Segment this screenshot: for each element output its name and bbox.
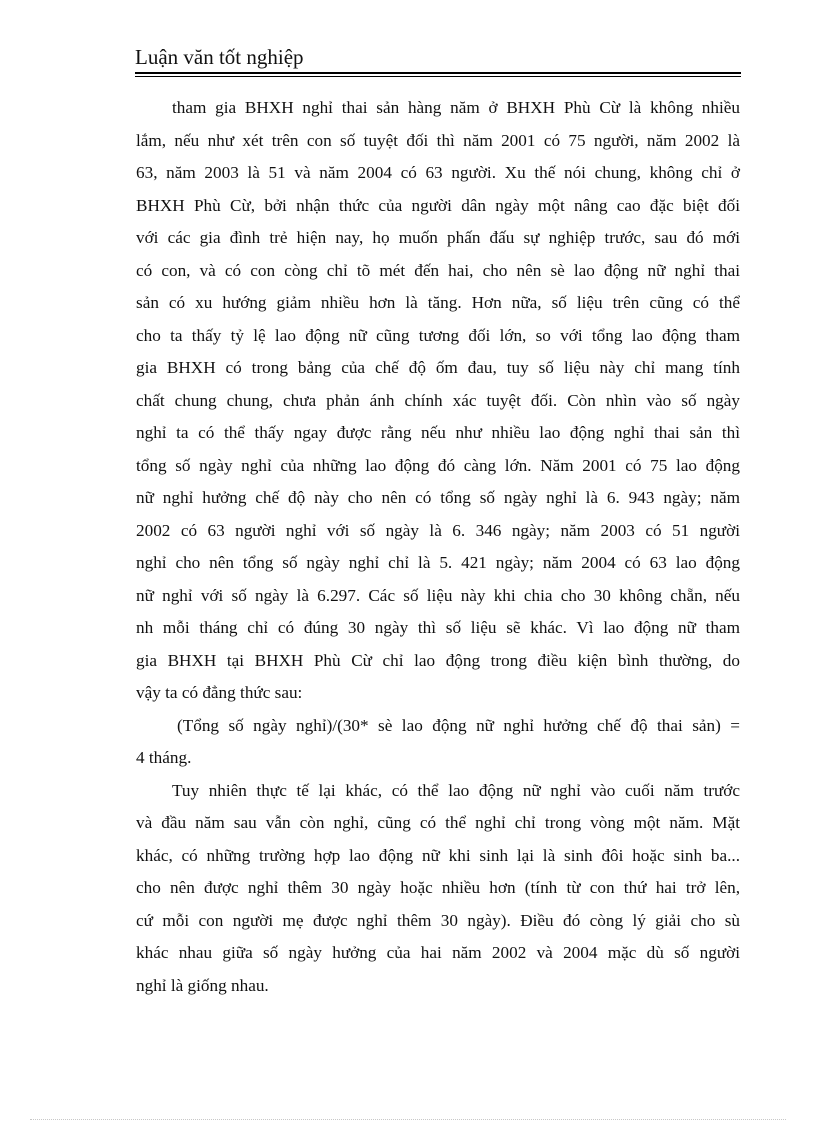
text-line: Tuy nhiên thực tế lại khác, có thể lao động nữ nghỉ vào cuối năm trước	[172, 780, 740, 800]
text-line: gia BHXH tại BHXH Phù Cừ chỉ lao động trong điều kiện bình thường, do	[136, 650, 740, 670]
text-line: lắm, nếu như xét trên con số tuyệt đối thì năm 2001 có 75 người, năm 2002 là	[136, 130, 740, 150]
text-line: nh mỗi tháng chỉ có đúng 30 ngày thì số liệu sẽ khác. Vì lao động nữ tham	[136, 618, 740, 637]
text-line: cho ta thấy tỷ lệ lao động nữ cũng tương đối lớn, so với tổng lao động tham	[136, 325, 740, 345]
text-line: nghỉ là giống nhau.	[136, 975, 269, 995]
text-line: tổng số ngày nghỉ của những lao động đó càng lớn. Năm 2001 có 75 lao động	[136, 455, 740, 475]
text-line: chất chung chung, chưa phản ánh chính xác tuyệt đối. Còn nhìn vào số ngày	[136, 390, 740, 410]
text-line: khác nhau giữa số ngày hưởng của hai năm 2002 và 2004 mặc dù số người	[136, 943, 740, 962]
text-line: cứ mỗi con người mẹ được nghỉ thêm 30 ngày). Điều đó còng lý giải cho sù	[136, 910, 740, 930]
text-line: khác, có những trường hợp lao động nữ khi sinh lại là sinh đôi hoặc sinh ba...	[136, 845, 740, 865]
text-line: nghỉ cho nên tổng số ngày nghỉ chỉ là 5. 421 ngày; năm 2004 có 63 lao động	[136, 553, 740, 572]
text-line: và đầu năm sau vẫn còn nghỉ, cũng có thể nghỉ chỉ trong vòng một năm. Mặt	[136, 813, 740, 832]
text-line: 63, năm 2003 là 51 và năm 2004 có 63 người. Xu thế nói chung, không chỉ ở	[136, 163, 740, 182]
text-line: với các gia đình trẻ hiện nay, họ muốn phấn đấu sự nghiệp trước, sau đó mới	[136, 228, 740, 247]
text-line: sản có xu hướng giảm nhiều hơn là tăng. Hơn nữa, số liệu trên cũng có thể	[136, 293, 740, 312]
text-line: cho nên được nghỉ thêm 30 ngày hoặc nhiều hơn (tính từ con thứ hai trở lên,	[136, 878, 740, 897]
text-line: có con, và có con còng chỉ tõ mét đến hai, cho nên sè lao động nữ nghỉ thai	[136, 260, 740, 280]
text-line: vậy ta có đẳng thức sau:	[136, 683, 303, 702]
page-header-title: Luận văn tốt nghiệp	[135, 45, 304, 69]
text-line: nữ nghỉ với số ngày là 6.297. Các số liệu này khi chia cho 30 không chẵn, nếu	[136, 585, 740, 605]
header-rule-thick	[135, 72, 741, 74]
footer-dotted-rule	[30, 1119, 786, 1120]
body-text	[136, 92, 740, 1002]
text-line: nữ nghỉ hưởng chế độ này cho nên có tổng số ngày nghỉ là 6. 943 ngày; năm	[136, 488, 740, 507]
text-line: nghỉ ta có thể thấy ngay được rằng nếu như nhiều lao động nghỉ thai sản thì	[136, 423, 740, 442]
text-line: 2002 có 63 người nghỉ với số ngày là 6. 346 ngày; năm 2003 có 51 người	[136, 520, 740, 540]
text-line: tham gia BHXH nghỉ thai sản hàng năm ở BHXH Phù Cừ là không nhiều	[172, 98, 740, 117]
header-rule-thin	[135, 76, 741, 77]
text-line: BHXH Phù Cừ, bởi nhận thức của người dân ngày một nâng cao đặc biệt đối	[136, 195, 740, 215]
text-line: 4 tháng.	[136, 748, 192, 767]
formula-line: (Tổng số ngày nghỉ)/(30* sè lao động nữ nghỉ hưởng chế độ thai sản) =	[177, 715, 740, 735]
text-line: gia BHXH có trong bảng của chế độ ốm đau, tuy số liệu này chỉ mang tính	[136, 358, 740, 377]
